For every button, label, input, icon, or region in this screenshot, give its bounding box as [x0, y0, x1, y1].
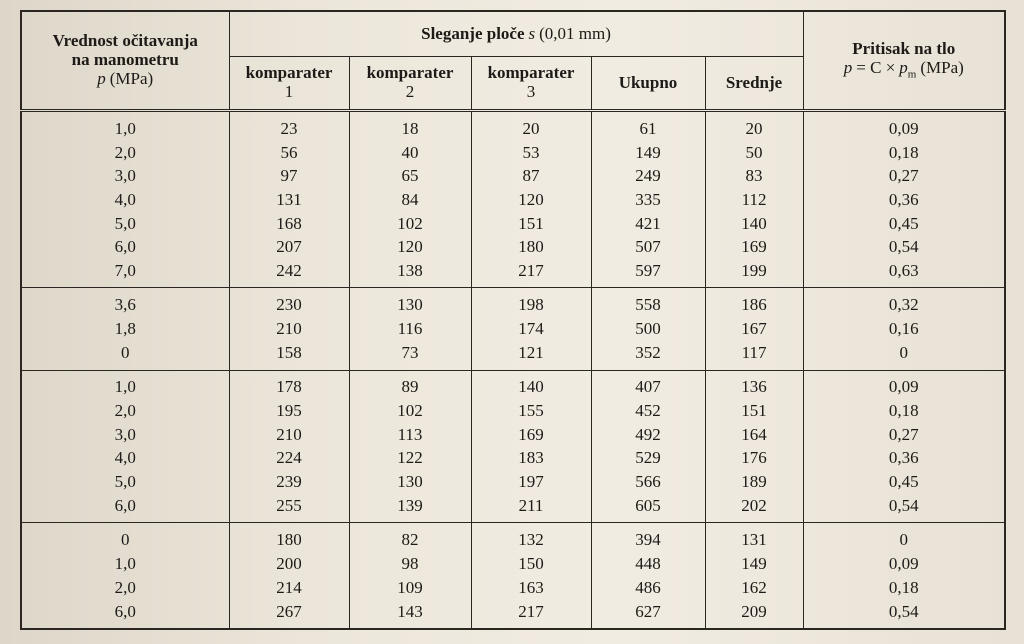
- gauge-reading-cell: 5,0: [21, 212, 229, 236]
- table-header: [21, 11, 1005, 111]
- comparator-1-cell: 23: [229, 111, 349, 142]
- comparator-2-cell: 65: [349, 165, 471, 189]
- soil-pressure-cell: 0,16: [803, 318, 1005, 342]
- gauge-reading-header: [21, 11, 229, 111]
- comparator-3-cell: 183: [471, 447, 591, 471]
- comparator-1-cell: 210: [229, 423, 349, 447]
- table-row: [21, 553, 1005, 577]
- comparator-2-header: [349, 57, 471, 111]
- plate-load-test-table: [20, 10, 1006, 630]
- comparator-1-cell: 195: [229, 400, 349, 424]
- comparator-3-cell: 155: [471, 400, 591, 424]
- comparator-2-cell: 130: [349, 470, 471, 494]
- average-cell: 199: [705, 259, 803, 288]
- total-cell: 492: [591, 423, 705, 447]
- total-cell: 249: [591, 165, 705, 189]
- comparator-2-cell: 113: [349, 423, 471, 447]
- average-header-label: Srednje: [725, 72, 783, 92]
- gauge-reading-cell: 4,0: [21, 189, 229, 213]
- table-row: [21, 111, 1005, 142]
- comparator-2-cell: 84: [349, 189, 471, 213]
- soil-pressure-cell: 0,18: [803, 141, 1005, 165]
- total-cell: 407: [591, 370, 705, 400]
- comparator-2-cell: 98: [349, 553, 471, 577]
- gauge-reading-cell: 5,0: [21, 470, 229, 494]
- comparator-3-cell: 197: [471, 470, 591, 494]
- comparator-1-cell: 200: [229, 553, 349, 577]
- total-cell: 421: [591, 212, 705, 236]
- average-cell: 164: [705, 423, 803, 447]
- table-row: [21, 400, 1005, 424]
- soil-pressure-cell: 0,36: [803, 189, 1005, 213]
- comparator-1-cell: 255: [229, 494, 349, 523]
- comparator-3-cell: 150: [471, 553, 591, 577]
- gauge-reading-cell: 6,0: [21, 600, 229, 629]
- total-cell: 486: [591, 576, 705, 600]
- comparator-3-cell: 169: [471, 423, 591, 447]
- comparator-2-cell: 120: [349, 236, 471, 260]
- average-cell: 189: [705, 470, 803, 494]
- comparator-3-header-number: 3: [526, 82, 536, 101]
- comparator-1-cell: 180: [229, 523, 349, 553]
- total-cell: 448: [591, 553, 705, 577]
- comparator-2-cell: 18: [349, 111, 471, 142]
- average-cell: 167: [705, 318, 803, 342]
- total-cell: 394: [591, 523, 705, 553]
- total-cell: 335: [591, 189, 705, 213]
- gauge-reading-cell: 0: [21, 523, 229, 553]
- total-cell: 61: [591, 111, 705, 142]
- average-cell: 112: [705, 189, 803, 213]
- comparator-3-cell: 163: [471, 576, 591, 600]
- total-cell: 500: [591, 318, 705, 342]
- comparator-3-cell: 151: [471, 212, 591, 236]
- soil-pressure-cell: 0,27: [803, 423, 1005, 447]
- total-cell: 627: [591, 600, 705, 629]
- table-row: [21, 341, 1005, 370]
- comparator-3-cell: 140: [471, 370, 591, 400]
- soil-pressure-cell: 0,36: [803, 447, 1005, 471]
- comparator-2-cell: 82: [349, 523, 471, 553]
- comparator-3-cell: 180: [471, 236, 591, 260]
- table-row: [21, 600, 1005, 629]
- gauge-reading-cell: 3,0: [21, 423, 229, 447]
- comparator-2-cell: 102: [349, 400, 471, 424]
- settlement-group-header: Sleganje ploče s (0,01 mm): [229, 11, 803, 57]
- table-row: [21, 318, 1005, 342]
- soil-pressure-cell: 0,63: [803, 259, 1005, 288]
- comparator-1-header-label: komparater: [245, 63, 333, 83]
- comparator-3-cell: 198: [471, 288, 591, 318]
- comparator-1-cell: 178: [229, 370, 349, 400]
- gauge-reading-cell: 2,0: [21, 400, 229, 424]
- comparator-2-cell: 109: [349, 576, 471, 600]
- average-cell: 20: [705, 111, 803, 142]
- comparator-3-cell: 20: [471, 111, 591, 142]
- soil-pressure-cell: 0,09: [803, 553, 1005, 577]
- comparator-2-header-number: 2: [405, 82, 415, 101]
- soil-pressure-cell: 0,45: [803, 470, 1005, 494]
- measurement-group-2: [21, 288, 1005, 370]
- average-cell: 162: [705, 576, 803, 600]
- total-cell: 605: [591, 494, 705, 523]
- comparator-2-cell: 116: [349, 318, 471, 342]
- soil-pressure-cell: 0,27: [803, 165, 1005, 189]
- comparator-3-cell: 121: [471, 341, 591, 370]
- average-cell: 186: [705, 288, 803, 318]
- comparator-2-cell: 40: [349, 141, 471, 165]
- gauge-reading-cell: 1,0: [21, 111, 229, 142]
- soil-pressure-header-title: Pritisak na tlo: [852, 39, 956, 59]
- comparator-2-cell: 139: [349, 494, 471, 523]
- table-row: [21, 189, 1005, 213]
- comparator-2-cell: 73: [349, 341, 471, 370]
- comparator-1-cell: 230: [229, 288, 349, 318]
- total-header-label: Ukupno: [618, 72, 678, 92]
- comparator-3-cell: 87: [471, 165, 591, 189]
- comparator-1-cell: 131: [229, 189, 349, 213]
- comparator-1-cell: 207: [229, 236, 349, 260]
- soil-pressure-cell: 0,54: [803, 494, 1005, 523]
- comparator-3-cell: 217: [471, 600, 591, 629]
- comparator-2-cell: 143: [349, 600, 471, 629]
- comparator-3-cell: 53: [471, 141, 591, 165]
- comparator-1-cell: 158: [229, 341, 349, 370]
- comparator-1-cell: 242: [229, 259, 349, 288]
- soil-pressure-cell: 0,32: [803, 288, 1005, 318]
- table-row: [21, 288, 1005, 318]
- average-cell: 50: [705, 141, 803, 165]
- comparator-2-cell: 122: [349, 447, 471, 471]
- comparator-3-header-label: komparater: [487, 63, 575, 83]
- soil-pressure-cell: 0,54: [803, 236, 1005, 260]
- soil-pressure-cell: 0,18: [803, 400, 1005, 424]
- table-row: [21, 470, 1005, 494]
- gauge-reading-header-line2: na manometru: [71, 50, 179, 70]
- table-row: [21, 141, 1005, 165]
- comparator-2-cell: 102: [349, 212, 471, 236]
- average-cell: 140: [705, 212, 803, 236]
- comparator-3-cell: 120: [471, 189, 591, 213]
- comparator-1-cell: 224: [229, 447, 349, 471]
- average-cell: 176: [705, 447, 803, 471]
- soil-pressure-cell: 0,09: [803, 370, 1005, 400]
- average-cell: 209: [705, 600, 803, 629]
- measurement-group-3: [21, 370, 1005, 523]
- comparator-3-cell: 132: [471, 523, 591, 553]
- comparator-3-cell: 211: [471, 494, 591, 523]
- average-cell: 151: [705, 400, 803, 424]
- comparator-2-cell: 130: [349, 288, 471, 318]
- gauge-reading-cell: 1,8: [21, 318, 229, 342]
- total-cell: 149: [591, 141, 705, 165]
- comparator-2-cell: 138: [349, 259, 471, 288]
- gauge-reading-cell: 0: [21, 341, 229, 370]
- comparator-1-header: [229, 57, 349, 111]
- average-cell: 136: [705, 370, 803, 400]
- gauge-reading-cell: 1,0: [21, 553, 229, 577]
- gauge-reading-cell: 2,0: [21, 141, 229, 165]
- table-row: [21, 259, 1005, 288]
- comparator-1-cell: 56: [229, 141, 349, 165]
- average-cell: 202: [705, 494, 803, 523]
- gauge-reading-cell: 3,6: [21, 288, 229, 318]
- comparator-1-cell: 97: [229, 165, 349, 189]
- total-cell: 529: [591, 447, 705, 471]
- comparator-1-cell: 239: [229, 470, 349, 494]
- gauge-reading-header-line1: Vrednost očitavanja: [52, 31, 198, 51]
- average-header: [705, 57, 803, 111]
- gauge-reading-cell: 6,0: [21, 236, 229, 260]
- gauge-reading-cell: 3,0: [21, 165, 229, 189]
- soil-pressure-cell: 0,18: [803, 576, 1005, 600]
- comparator-1-cell: 267: [229, 600, 349, 629]
- soil-pressure-cell: 0,45: [803, 212, 1005, 236]
- average-cell: 169: [705, 236, 803, 260]
- total-cell: 558: [591, 288, 705, 318]
- soil-pressure-cell: 0,54: [803, 600, 1005, 629]
- average-cell: 149: [705, 553, 803, 577]
- comparator-1-header-number: 1: [284, 82, 294, 101]
- table-row: [21, 236, 1005, 260]
- comparator-1-cell: 210: [229, 318, 349, 342]
- soil-pressure-cell: 0: [803, 523, 1005, 553]
- measurement-group-4: [21, 523, 1005, 629]
- comparator-3-header: [471, 57, 591, 111]
- soil-pressure-cell: 0: [803, 341, 1005, 370]
- comparator-3-cell: 217: [471, 259, 591, 288]
- gauge-reading-header-unit: p (MPa): [97, 68, 154, 88]
- table-row: [21, 423, 1005, 447]
- average-cell: 117: [705, 341, 803, 370]
- total-cell: 452: [591, 400, 705, 424]
- comparator-2-header-label: komparater: [366, 63, 454, 83]
- total-cell: 566: [591, 470, 705, 494]
- average-cell: 131: [705, 523, 803, 553]
- table-row: [21, 212, 1005, 236]
- average-cell: 83: [705, 165, 803, 189]
- table-row: [21, 494, 1005, 523]
- soil-pressure-formula: $p = C \times p_m$ (MPa): [843, 58, 964, 81]
- soil-pressure-cell: 0,09: [803, 111, 1005, 142]
- table-row: [21, 165, 1005, 189]
- table-row: [21, 370, 1005, 400]
- total-cell: 597: [591, 259, 705, 288]
- comparator-2-cell: 89: [349, 370, 471, 400]
- soil-pressure-header: [803, 11, 1005, 111]
- table-row: [21, 523, 1005, 553]
- table-row: [21, 447, 1005, 471]
- total-cell: 352: [591, 341, 705, 370]
- comparator-3-cell: 174: [471, 318, 591, 342]
- gauge-reading-cell: 7,0: [21, 259, 229, 288]
- comparator-1-cell: 168: [229, 212, 349, 236]
- total-cell: 507: [591, 236, 705, 260]
- gauge-reading-cell: 2,0: [21, 576, 229, 600]
- table-row: [21, 576, 1005, 600]
- total-header: [591, 57, 705, 111]
- gauge-reading-cell: 6,0: [21, 494, 229, 523]
- gauge-reading-cell: 4,0: [21, 447, 229, 471]
- gauge-reading-cell: 1,0: [21, 370, 229, 400]
- measurement-group-1: [21, 111, 1005, 288]
- comparator-1-cell: 214: [229, 576, 349, 600]
